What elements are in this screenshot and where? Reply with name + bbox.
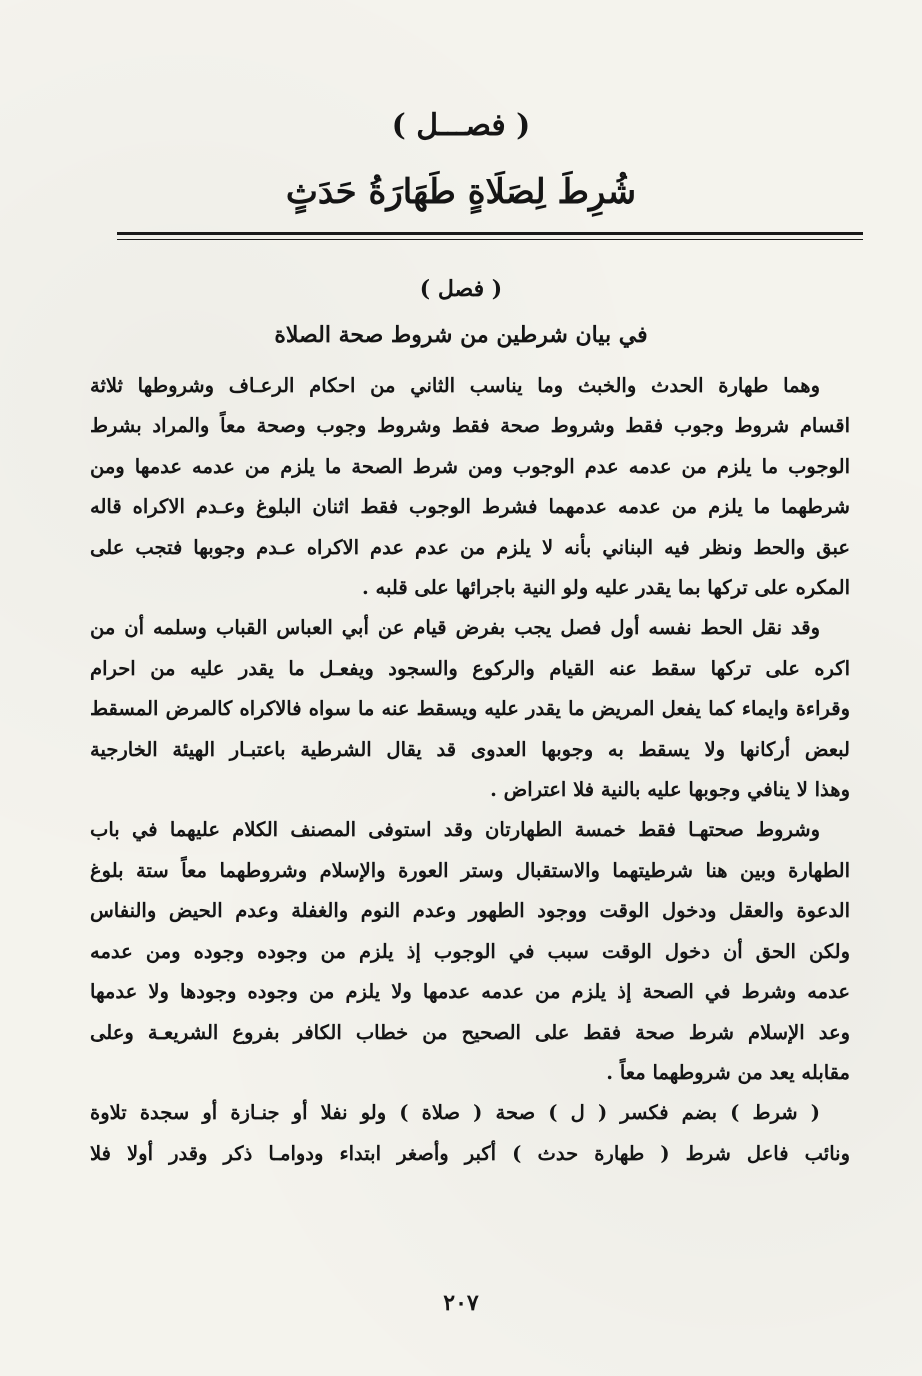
text-line: مقابله يعد من شروطهما معاً .: [606, 1060, 850, 1084]
text-line: وهذا لا ينافي وجوبها عليه بالنية فلا اعتراض .: [490, 778, 850, 802]
section-subtitle: في بيان شرطين من شروط صحة الصلاة: [274, 322, 648, 348]
section-heading: ( فصل ): [419, 276, 503, 302]
header-rule-thin: [117, 239, 863, 240]
text-line: ( شرط ) بضم فكسر ( ل ) صحة ( صلاة ) ولو نفلا أو جنـازة أو سجدة تلاوة: [90, 1101, 820, 1125]
text-line: وشروط صحتهـا فقط خمسة الطهارتان وقد استوفى المصنف الكلام عليهما في باب: [90, 818, 820, 842]
text-line: اقسام شروط وجوب فقط وشروط صحة فقط وشروط وجوب وصحة معاً والمراد بشرط: [90, 414, 850, 438]
text-line: وهما طهارة الحدث والخبث وما يناسب الثاني من احكام الرعـاف وشروطها ثلاثة: [90, 374, 820, 397]
text-line: ونائب فاعل شرط ( طهارة حدث ) أكبر وأصغر ابتداء ودوامـا ذكر وقدر أولا فلا: [90, 1141, 850, 1165]
text-line: الدعوة والعقل ودخول الوقت ووجود الطهور وعدم النوم والغفلة وعدم الحيض والنفاس: [90, 899, 850, 923]
text-line: شرطهما ما يلزم من عدمه عدمهما فشرط الوجوب فقط اثنان البلوغ وعـدم الاكراه قاله: [90, 495, 850, 519]
text-line: وقراءة وايماء كما يفعل المريض ما يقدر عليه ويسقط عنه ما سواه فالاكراه كالمرض المسقط: [90, 697, 850, 721]
text-line: اكره على تركها سقط عنه القيام والركوع والسجود ويفعـل ما يقدر عليه من احرام: [90, 656, 850, 680]
chapter-title: شُرِطَ لِصَلَاةٍ طَهَارَةُ حَدَثٍ: [285, 172, 637, 212]
text-line: الطهارة وبين هنا شرطيتهما والاستقبال وستر العورة والإسلام وشروطهما معاً ستة بلوغ: [90, 858, 850, 882]
text-line: عبق والحط ونظر فيه البناني بأنه لا يلزم من عدم عدم الاكراه عـدم وجوبها فتجب على: [90, 535, 850, 559]
text-line: عدمه وشرط في الصحة إذ يلزم من عدمه عدمها ولا يلزم من وجوده وجودها ولا عدمها: [90, 980, 850, 1004]
body-text: [90, 366, 850, 1174]
text-line: الوجوب ما يلزم من عدمه عدم الوجوب ومن شرط الصحة ما يلزم من عدمه عدمها ومن: [90, 454, 850, 478]
text-line: ولكن الحق أن دخول الوقت سبب في الوجوب إذ يلزم من وجوده وجوده ومن عدمه: [90, 939, 850, 963]
chapter-heading: ( فصـــل ): [391, 108, 531, 143]
header-rule-thick: [117, 232, 863, 235]
text-line: المكره على تركها بما يقدر عليه ولو النية باجرائها على قلبه .: [361, 576, 850, 600]
text-line: وعد الإسلام شرط صحة فقط على الصحيح من خطاب الكافر بفروع الشريعـة وعلى: [90, 1020, 850, 1044]
text-line: وقد نقل الحط نفسه أول فصل يجب بفرض قيام عن أبي العباس القباب وسلمه أن من: [90, 616, 820, 640]
text-line: لبعض أركانها ولا يسقط به وجوبها العدوى قد يقال الشرطية باعتبـار الهيئة الخارجية: [90, 737, 850, 761]
page-number: ٢٠٧: [443, 1290, 479, 1316]
